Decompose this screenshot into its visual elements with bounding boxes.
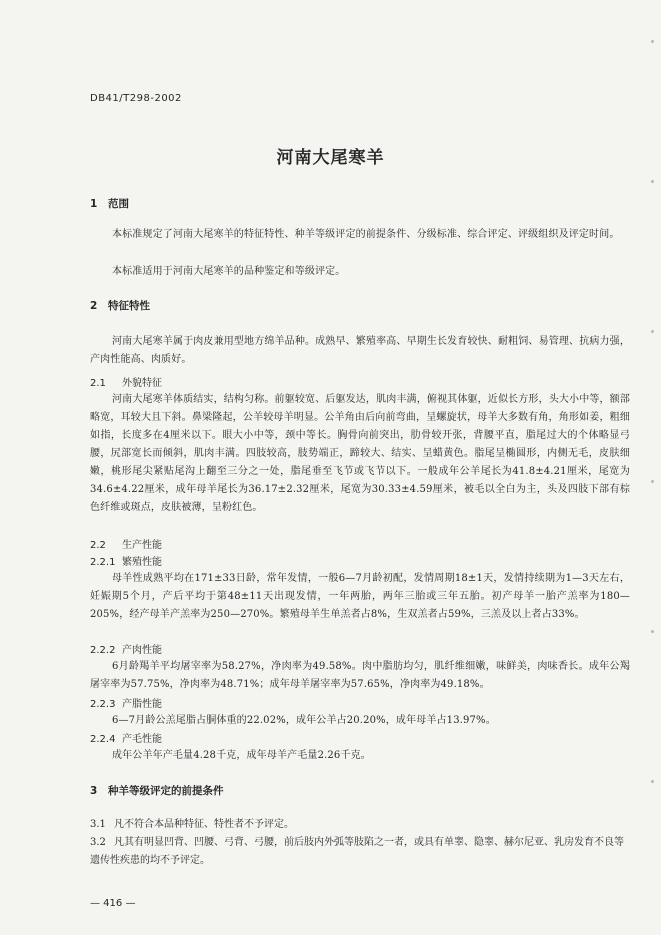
binding-hole bbox=[651, 180, 654, 183]
section-3-item-1 bbox=[90, 816, 630, 834]
binding-hole bbox=[651, 780, 654, 783]
section-2-2-4-paragraph: 成年公羊年产毛量4.28千克，成年母羊产毛量2.26千克。 bbox=[112, 750, 371, 761]
section-title: 产脂性能 bbox=[122, 699, 162, 710]
binding-hole bbox=[651, 480, 654, 483]
item-number: 3.2 bbox=[90, 837, 106, 848]
section-3-item-2 bbox=[90, 834, 630, 870]
section-title: 繁殖性能 bbox=[122, 557, 162, 568]
page-number: — 416 — bbox=[90, 898, 136, 909]
section-2-2-2-heading bbox=[90, 641, 162, 656]
document-number: DB41/T298-2002 bbox=[90, 93, 182, 104]
item-text: 凡不符合本品种特征、特性者不予评定。 bbox=[114, 819, 294, 830]
section-title: 外貌特征 bbox=[122, 378, 162, 389]
section-1-paragraph-2: 本标准适用于河南大尾寒羊的品种鉴定和等级评定。 bbox=[112, 266, 346, 277]
section-2-2-3-paragraph: 6—7月龄公羔尾脂占胴体重的22.02%，成年公羊占20.20%，成年母羊占13.97%。 bbox=[112, 715, 496, 726]
section-2-1-paragraph: 河南大尾寒羊体质结实，结构匀称。前躯较宽、后躯发达，肌肉丰满，俯视其体躯，近似长方形，头大小中等，额部略宽，耳较大且下斜。鼻梁隆起，公羊较母羊明显。公羊角由后向前弯曲，呈螺旋状，母羊大多数有角，角形如姜，粗细如指，长度多在4厘米以下。眼大小中等，颈中等长。胸骨向前突出，肋骨较开张，背腰平直，脂尾过大的个体略显弓腰，尻部宽长而倾斜，肌肉丰满。四肢较高，肢势端正，蹄较大、结实、呈蜡黄色。脂尾呈椭圆形，内侧无毛，皮肤细嫩，桃形尾尖紧贴尾沟上翻至三分之一处，脂尾垂至飞节或飞节以下。一般成年公羊尾长为41.8±4.21厘米，尾宽为34.6±4.22厘米，成年母羊尾长为36.17±2.32厘米，尾宽为30.33±4.59厘米，被毛以全白为主，头及四肢下部有棕色纤维或斑点，皮肤被薄，呈粉红色。 bbox=[90, 394, 630, 513]
section-title: 特征特性 bbox=[108, 300, 150, 312]
section-2-2-heading bbox=[90, 536, 162, 551]
section-1-heading bbox=[90, 196, 129, 211]
binding-holes bbox=[645, 0, 659, 935]
section-number: 2 bbox=[90, 300, 98, 312]
section-2-2-3-heading bbox=[90, 695, 162, 710]
section-number: 2.2.3 bbox=[90, 699, 116, 710]
section-2-2-1-paragraph: 母羊性成熟平均在171±33日龄，常年发情，一般6—7月龄初配，发情周期18±1天，发情持续期为1—3天左右，妊娠期5个月，产后平均于第48±11天出现发情，一年两胎，两年三胎或三年五胎。初产母羊一胎产羔率为180—205%，经产母羊产羔率为250—270%。繁殖母羊生单羔者占8%，生双羔者占59%，三羔及以上者占33%。 bbox=[90, 573, 630, 620]
section-2-1-heading bbox=[90, 374, 162, 389]
section-title: 种羊等级评定的前提条件 bbox=[108, 785, 224, 797]
section-2-2-2-paragraph: 6月龄羯羊平均屠宰率为58.27%，净肉率为49.58%。肉中脂肪均匀，肌纤维细嫩，味鲜美，肉味香长。成年公羯屠宰率为57.75%，净肉率为48.71%；成年母羊屠宰率为57.65%，净肉率为49.18%。 bbox=[90, 661, 630, 690]
page-title: 河南大尾寒羊 bbox=[276, 148, 385, 168]
section-2-paragraph-1: 河南大尾寒羊属于肉皮兼用型地方绵羊品种。成熟早、繁殖率高、早期生长发育较快、耐粗饲、易管理、抗病力强，产肉性能高、肉质好。 bbox=[90, 336, 630, 365]
section-2-2-4-heading bbox=[90, 730, 162, 745]
section-title: 产肉性能 bbox=[122, 645, 162, 656]
section-number: 2.2 bbox=[90, 540, 106, 551]
binding-hole bbox=[651, 330, 654, 333]
section-2-heading bbox=[90, 298, 150, 313]
item-text: 凡其有明显凹背、凹腰、弓背、弓腰，前后肢内外弧等肢陷之一者，或具有单睾、隐睾、赫尔尼亚、乳房发育不良等遗传性疾患的均不予评定。 bbox=[90, 837, 624, 866]
section-number: 2.2.4 bbox=[90, 734, 116, 745]
section-number: 2.2.1 bbox=[90, 557, 116, 568]
binding-hole bbox=[651, 40, 654, 43]
section-number: 2.2.2 bbox=[90, 645, 116, 656]
section-title: 生产性能 bbox=[122, 540, 162, 551]
section-number: 1 bbox=[90, 198, 98, 210]
section-2-2-1-heading bbox=[90, 553, 162, 568]
section-title: 产毛性能 bbox=[122, 734, 162, 745]
section-number: 2.1 bbox=[90, 378, 106, 389]
section-title: 范围 bbox=[108, 198, 129, 210]
item-number: 3.1 bbox=[90, 819, 106, 830]
section-number: 3 bbox=[90, 785, 98, 797]
section-1-paragraph-1: 本标准规定了河南大尾寒羊的特征特性、种羊等级评定的前提条件、分级标准、综合评定、评级组织及评定时间。 bbox=[112, 229, 620, 240]
section-3-heading bbox=[90, 783, 224, 798]
binding-hole bbox=[651, 630, 654, 633]
